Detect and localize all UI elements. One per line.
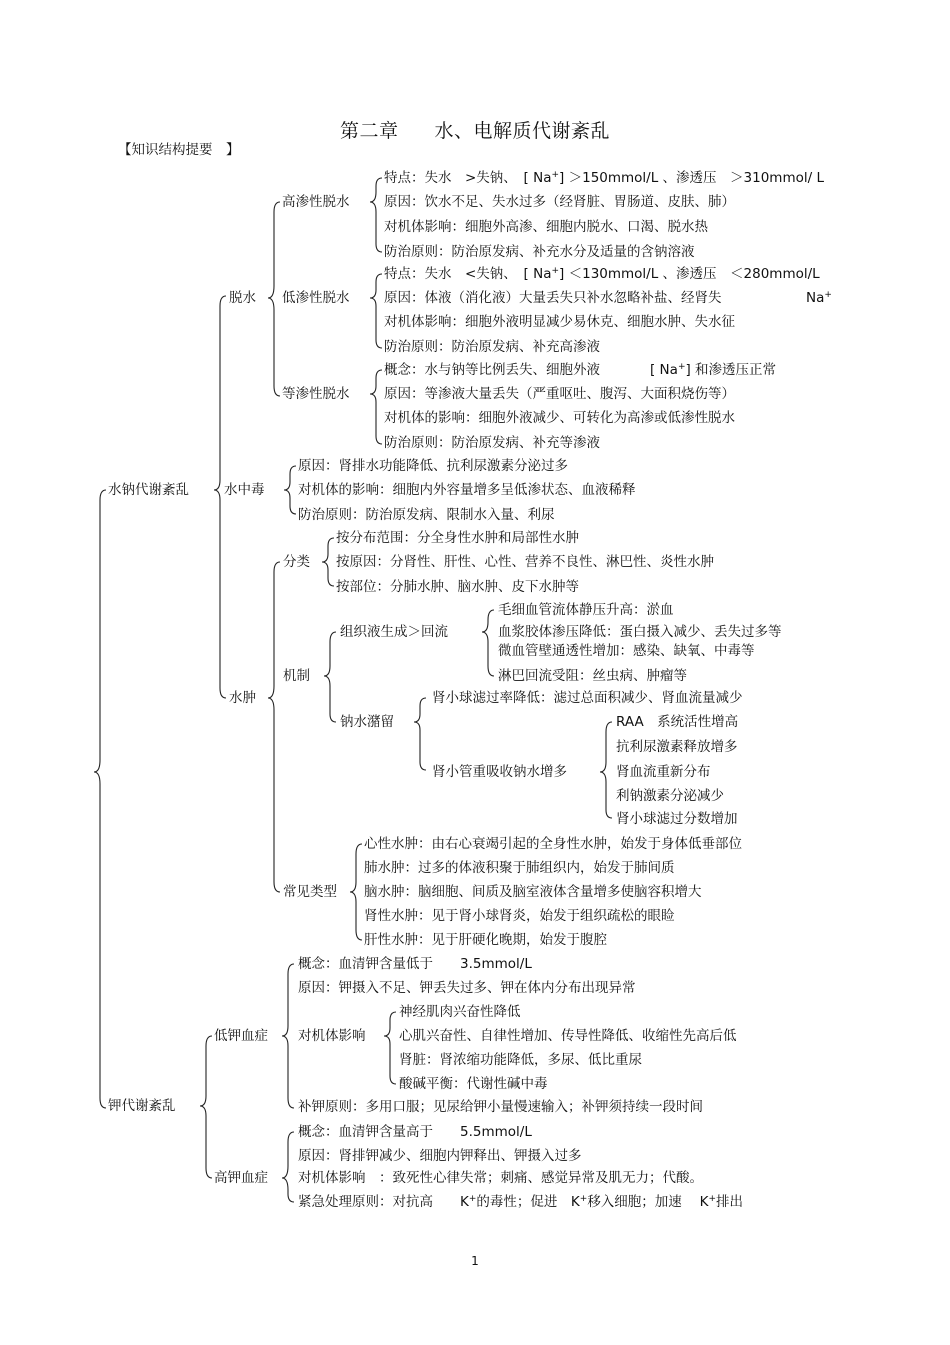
- hypo-feature: 特点：失水 <失钠、 [ Na+] ＜130mmol/L 、渗透压 ＜280mmol/L: [384, 266, 820, 282]
- common-type-item: 肾性水肿：见于肾小球肾炎，始发于组织疏松的眼睑: [364, 908, 675, 924]
- tubule-item: 肾小球滤过分数增加: [616, 811, 738, 827]
- hyper-feature: 特点：失水 >失钠、 [ Na+] ＞150mmol/L 、渗透压 ＞310mmol/ L: [384, 170, 824, 186]
- hyper-cause: 原因：饮水不足、失水过多（经肾脏、胃肠道、皮肤、肺）: [384, 194, 735, 210]
- iso-effect: 对机体的影响：细胞外液减少、可转化为高渗或低渗性脱水: [384, 410, 735, 426]
- chapter-label: 第二章: [339, 120, 399, 142]
- hyperk-effect: 对机体影响 ：致死性心律失常；刺痛、感觉异常及肌无力；代酸。: [298, 1170, 703, 1186]
- common-type-item: 心性水肿：由右心衰竭引起的全身性水肿，始发于身体低垂部位: [364, 836, 742, 852]
- edema-classify-label: 分类: [283, 554, 310, 570]
- hypok-effect-item: 酸碱平衡：代谢性碱中毒: [399, 1076, 548, 1092]
- hypo-treat: 防治原则：防治原发病、补充高渗液: [384, 339, 600, 355]
- tissue-item: 淋巴回流受阻：丝虫病、肿瘤等: [498, 668, 687, 684]
- tissue-item: 微血管壁通透性增加：感染、缺氧、中毒等: [498, 643, 755, 659]
- common-types-label: 常见类型: [283, 884, 337, 900]
- hypok-effect-item: 心肌兴奋性、自律性增加、传导性降低、收缩性先高后低: [399, 1028, 737, 1044]
- hypotonic-label: 低渗性脱水: [282, 290, 350, 306]
- hypokalemia-label: 低钾血症: [214, 1028, 268, 1044]
- tissue-fluid-label: 组织液生成＞回流: [340, 624, 448, 640]
- hyperk-emergency: 紧急处理原则：对抗高 K+的毒性；促进 K+移入细胞；加速 K+排出: [298, 1194, 744, 1210]
- hyperk-concept: 概念：血清钾含量高于 5.5mmol/L: [298, 1124, 532, 1140]
- gfr-decrease: 肾小球滤过率降低：滤过总面积减少、肾血流量减少: [432, 690, 743, 706]
- iso-concept-na: [ Na+] 和渗透压正常: [650, 362, 777, 378]
- retention-label: 钠水潴留: [340, 714, 394, 730]
- tubule-item: 肾血流重新分布: [616, 764, 711, 780]
- edema-label: 水肿: [229, 690, 256, 706]
- hypok-treat: 补钾原则：多用口服；见尿给钾小量慢速输入；补钾须持续一段时间: [298, 1099, 703, 1115]
- hypo-cause: 原因：体液（消化液）大量丢失只补水忽略补盐、经肾失: [384, 290, 722, 306]
- hypo-effect: 对机体影响：细胞外液明显减少易休克、细胞水肿、失水征: [384, 314, 735, 330]
- common-type-item: 脑水肿：脑细胞、间质及脑室液体含量增多使脑容积增大: [364, 884, 702, 900]
- hypo-cause-na: Na+: [806, 290, 832, 306]
- classify-by-site: 按部位：分肺水肿、脑水肿、皮下水肿等: [336, 579, 579, 595]
- water-sodium-label: 水钠代谢紊乱: [108, 482, 189, 498]
- isotonic-label: 等渗性脱水: [282, 386, 350, 402]
- common-type-item: 肺水肿：过多的体液积聚于肺组织内，始发于肺间质: [364, 860, 675, 876]
- intox-treat: 防治原则：防治原发病、限制水入量、利尿: [298, 507, 555, 523]
- hypertonic-label: 高渗性脱水: [282, 194, 350, 210]
- tubule-item: 抗利尿激素释放增多: [616, 739, 738, 755]
- hypok-effect-label: 对机体影响: [298, 1028, 366, 1044]
- tissue-item: 血浆胶体渗压降低：蛋白摄入减少、丢失过多等: [498, 624, 782, 640]
- classify-by-range: 按分布范围：分全身性水肿和局部性水肿: [336, 530, 579, 546]
- water-intoxication-label: 水中毒: [224, 482, 265, 498]
- chapter-subject: 水、电解质代谢紊乱: [434, 120, 611, 142]
- edema-mechanism-label: 机制: [283, 668, 310, 684]
- potassium-label: 钾代谢紊乱: [108, 1098, 176, 1114]
- hypok-effect-item: 神经肌肉兴奋性降低: [399, 1004, 521, 1020]
- hyperkalemia-label: 高钾血症: [214, 1170, 268, 1186]
- hyperk-cause: 原因：肾排钾减少、细胞内钾释出、钾摄入过多: [298, 1148, 582, 1164]
- iso-treat: 防治原则：防治原发病、补充等渗液: [384, 435, 600, 451]
- section-heading: 【知识结构提要 】: [118, 142, 240, 158]
- classify-by-cause: 按原因：分肾性、肝性、心性、营养不良性、淋巴性、炎性水肿: [336, 554, 714, 570]
- iso-concept: 概念：水与钠等比例丢失、细胞外液: [384, 362, 600, 378]
- hyper-treat: 防治原则：防治原发病、补充水分及适量的含钠溶液: [384, 244, 695, 260]
- iso-cause: 原因：等渗液大量丢失（严重呕吐、腹泻、大面积烧伤等）: [384, 386, 735, 402]
- dehydration-label: 脱水: [229, 290, 256, 306]
- intox-cause: 原因：肾排水功能降低、抗利尿激素分泌过多: [298, 458, 568, 474]
- hypok-effect-item: 肾脏：肾浓缩功能降低，多尿、低比重尿: [399, 1052, 642, 1068]
- hyper-effect: 对机体影响：细胞外高渗、细胞内脱水、口渴、脱水热: [384, 219, 708, 235]
- common-type-item: 肝性水肿：见于肝硬化晚期，始发于腹腔: [364, 932, 607, 948]
- page-number: 1: [471, 1254, 479, 1268]
- tubule-item: 利钠激素分泌减少: [616, 788, 724, 804]
- tubule-item: RAA 系统活性增高: [616, 714, 739, 730]
- intox-effect: 对机体的影响：细胞内外容量增多呈低渗状态、血液稀释: [298, 482, 636, 498]
- hypok-concept: 概念：血清钾含量低于 3.5mmol/L: [298, 956, 532, 972]
- tissue-item: 毛细血管流体静压升高：淤血: [498, 602, 674, 618]
- hypok-cause: 原因：钾摄入不足、钾丢失过多、钾在体内分布出现异常: [298, 980, 636, 996]
- tubule-reabsorb: 肾小管重吸收钠水增多: [432, 764, 567, 780]
